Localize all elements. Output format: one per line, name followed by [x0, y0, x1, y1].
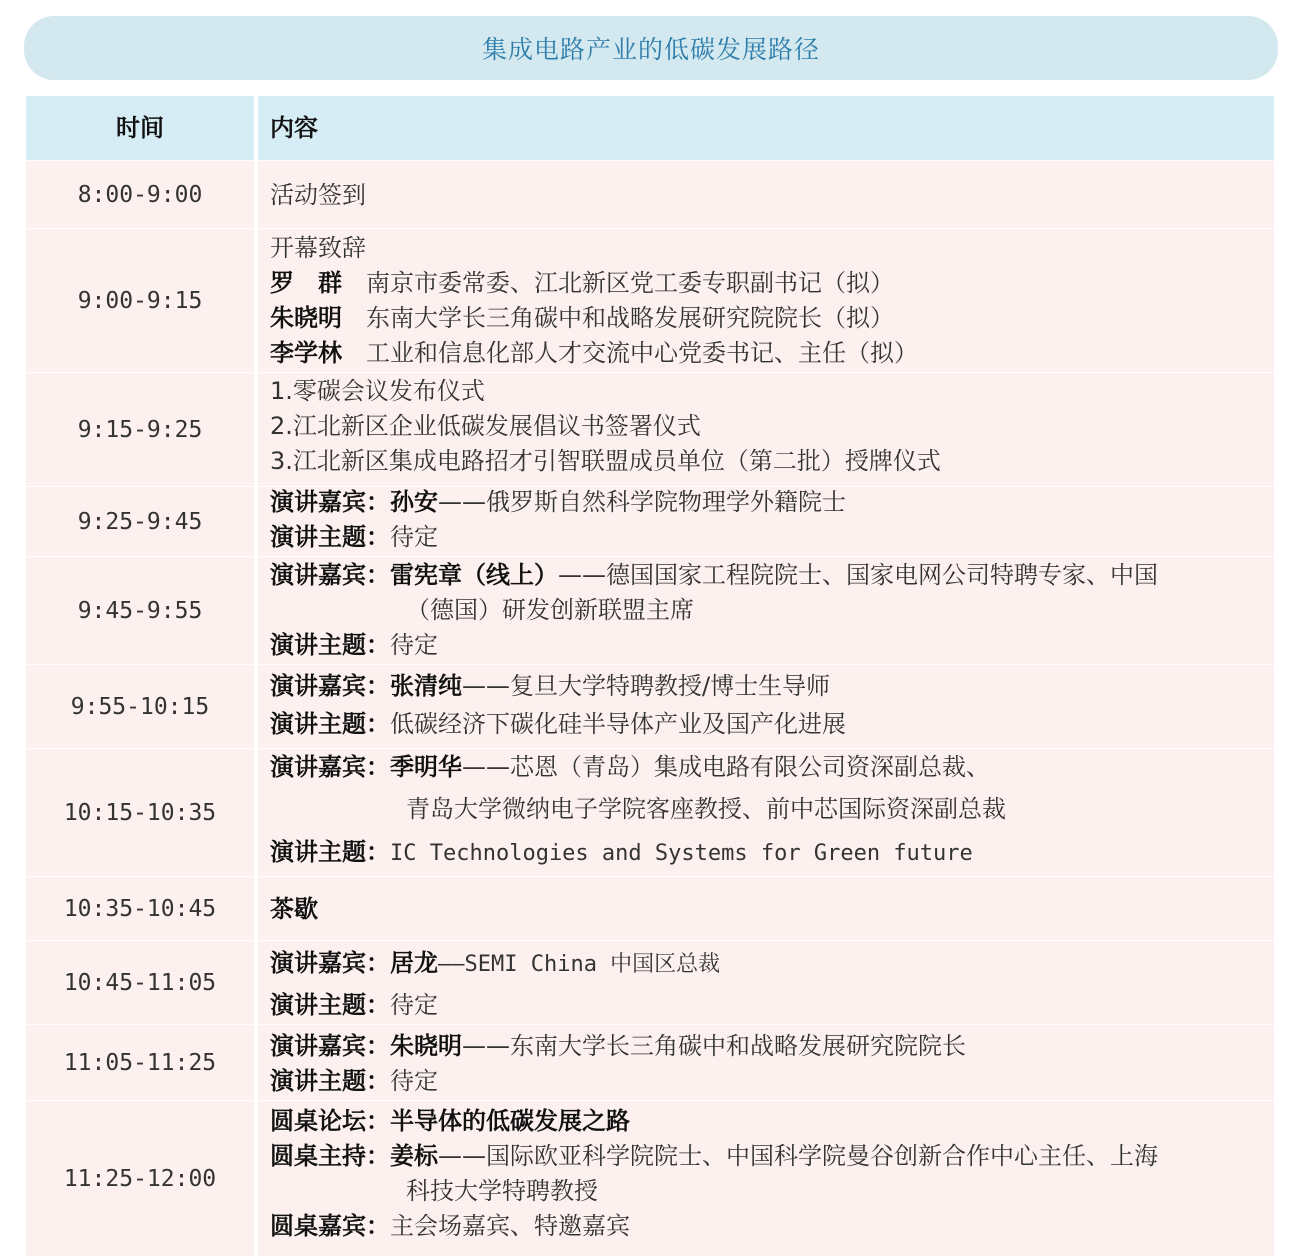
row-time: 10:45-11:05	[63, 970, 217, 996]
content-line	[270, 948, 720, 980]
content-line: 青岛大学微纳电子学院客座教授、前中芯国际资深副总裁	[406, 795, 1006, 823]
speaker-title: 东南大学长三角碳中和战略发展研究院院长（拟）	[366, 304, 894, 332]
row-time: 9:25-9:45	[77, 509, 203, 535]
content-line	[270, 338, 918, 368]
content-line	[270, 522, 438, 552]
table-row	[26, 556, 1274, 665]
content-line	[270, 1141, 1158, 1171]
forum-label: 圆桌论坛：	[270, 1107, 390, 1135]
content-line: 茶歇	[270, 895, 318, 923]
topic-label: 演讲主题：	[270, 523, 390, 551]
table-row	[26, 228, 1274, 373]
speaker-title: ——东南大学长三角碳中和战略发展研究院院长	[462, 1032, 966, 1060]
table-row	[26, 876, 1274, 941]
content-line	[270, 560, 1158, 590]
speaker-label: 演讲嘉宾：	[270, 1032, 390, 1060]
table-header	[26, 96, 1274, 161]
content-line	[270, 1211, 630, 1241]
topic-text: 低碳经济下碳化硅半导体产业及国产化进展	[390, 710, 846, 738]
row-time: 9:45-9:55	[77, 598, 203, 624]
content-line	[270, 837, 973, 869]
speaker-title: 工业和信息化部人才交流中心党委书记、主任（拟）	[366, 339, 918, 367]
guest-label: 圆桌嘉宾：	[270, 1212, 390, 1240]
table-row	[26, 1024, 1274, 1101]
content-line: 1.零碳会议发布仪式	[270, 377, 485, 405]
table-row	[26, 160, 1274, 229]
row-time: 11:05-11:25	[63, 1050, 217, 1076]
topic-text: 待定	[390, 523, 438, 551]
section-title: 集成电路产业的低碳发展路径	[24, 16, 1278, 80]
topic-text: 待定	[390, 631, 438, 659]
speaker-name: 孙安	[390, 488, 438, 516]
speaker-label: 演讲嘉宾：	[270, 753, 390, 781]
speaker-label: 演讲嘉宾：	[270, 488, 390, 516]
speaker-title: 南京市委常委、江北新区党工委专职副书记（拟）	[366, 269, 894, 297]
header-time: 时间	[116, 114, 164, 142]
content-line	[270, 671, 830, 701]
row-content	[270, 557, 1270, 665]
speaker-title: ——德国国家工程院院士、国家电网公司特聘专家、中国	[558, 561, 1158, 589]
topic-label: 演讲主题：	[270, 1067, 390, 1095]
content-line	[270, 1031, 966, 1061]
content-line: 2.江北新区企业低碳发展倡议书签署仪式	[270, 412, 701, 440]
table-row	[26, 486, 1274, 557]
row-time: 9:15-9:25	[77, 417, 203, 443]
topic-text: IC Technologies and Systems for Green future	[390, 841, 973, 866]
content-line	[270, 709, 846, 739]
speaker-title: ——复旦大学特聘教授/博士生导师	[462, 672, 831, 700]
speaker-label: 演讲嘉宾：	[270, 672, 390, 700]
speaker-name: 张清纯	[390, 672, 462, 700]
speaker-name: 罗 群	[270, 269, 342, 297]
content-line	[270, 487, 846, 517]
content-line	[270, 990, 438, 1020]
host-title: ——国际欧亚科学院院士、中国科学院曼谷创新合作中心主任、上海	[438, 1142, 1158, 1170]
row-content	[270, 229, 1270, 373]
header-content: 内容	[270, 114, 318, 142]
speaker-name: 朱晓明	[390, 1032, 462, 1060]
speaker-name: 朱晓明	[270, 304, 342, 332]
speaker-title: ——俄罗斯自然科学院物理学外籍院士	[438, 488, 846, 516]
row-time: 11:25-12:00	[63, 1166, 217, 1192]
content-line: 3.江北新区集成电路招才引智联盟成员单位（第二批）授牌仪式	[270, 447, 941, 475]
speaker-name: 居龙	[390, 949, 438, 977]
row-content	[270, 749, 1270, 877]
row-time: 9:00-9:15	[77, 288, 203, 314]
row-time: 10:35-10:45	[63, 896, 217, 922]
host-name: 姜标	[390, 1142, 438, 1170]
topic-label: 演讲主题：	[270, 631, 390, 659]
content-line	[270, 268, 894, 298]
row-content	[270, 373, 1270, 487]
row-content	[270, 1101, 1270, 1257]
speaker-title: ——SEMI China 中国区总裁	[438, 952, 721, 977]
content-line: 开幕致辞	[270, 234, 366, 262]
table-row	[26, 664, 1274, 749]
row-content	[270, 161, 1270, 229]
agenda-table	[26, 96, 1274, 1256]
row-content	[270, 487, 1270, 557]
table-row	[26, 940, 1274, 1025]
content-line	[270, 1106, 630, 1136]
speaker-label: 演讲嘉宾：	[270, 949, 390, 977]
speaker-name: 季明华	[390, 753, 462, 781]
content-line: （德国）研发创新联盟主席	[406, 596, 694, 624]
content-line	[270, 752, 990, 782]
content-line	[270, 303, 894, 333]
row-content	[270, 941, 1270, 1025]
row-time: 9:55-10:15	[70, 694, 210, 720]
topic-text: 待定	[390, 1067, 438, 1095]
content-line	[270, 630, 438, 660]
table-row	[26, 372, 1274, 487]
topic-label: 演讲主题：	[270, 838, 390, 866]
speaker-title: ——芯恩（青岛）集成电路有限公司资深副总裁、	[462, 753, 990, 781]
topic-text: 待定	[390, 991, 438, 1019]
host-label: 圆桌主持：	[270, 1142, 390, 1170]
table-row	[26, 748, 1274, 877]
table-row	[26, 1100, 1274, 1257]
speaker-name: 李学林	[270, 339, 342, 367]
content-line: 活动签到	[270, 181, 366, 209]
guest-text: 主会场嘉宾、特邀嘉宾	[390, 1212, 630, 1240]
forum-title: 半导体的低碳发展之路	[390, 1107, 630, 1135]
content-line: 科技大学特聘教授	[406, 1177, 598, 1205]
row-content	[270, 877, 1270, 941]
speaker-name: 雷宪章（线上）	[390, 561, 558, 589]
row-content	[270, 665, 1270, 749]
row-content	[270, 1025, 1270, 1101]
topic-label: 演讲主题：	[270, 710, 390, 738]
content-line	[270, 1066, 438, 1096]
row-time: 8:00-9:00	[77, 182, 203, 208]
topic-label: 演讲主题：	[270, 991, 390, 1019]
row-time: 10:15-10:35	[63, 800, 217, 826]
speaker-label: 演讲嘉宾：	[270, 561, 390, 589]
